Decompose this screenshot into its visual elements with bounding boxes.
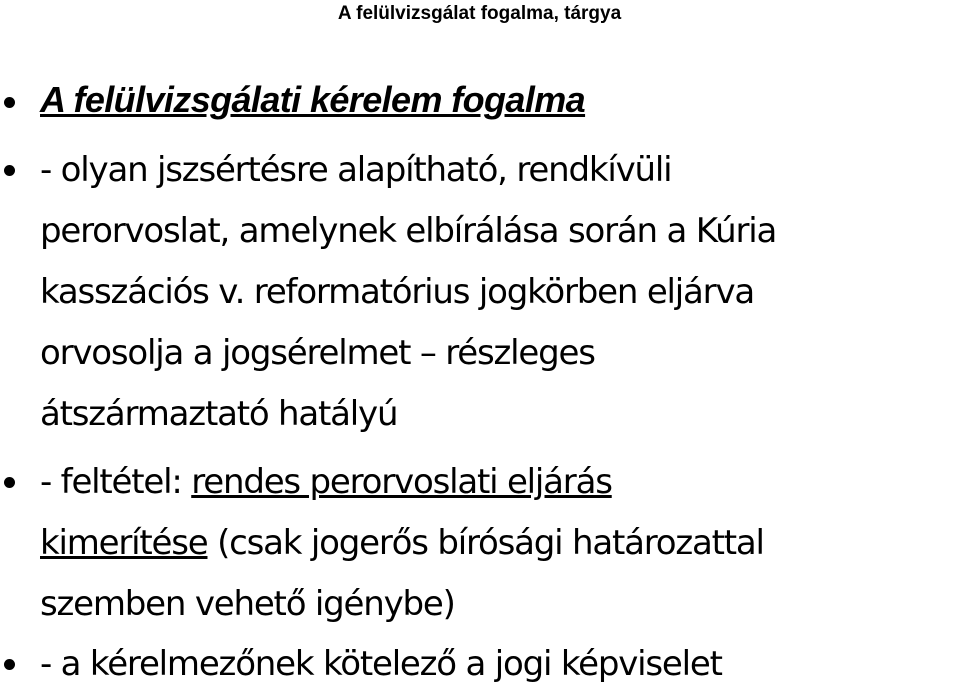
bullet-dot: [4, 97, 15, 108]
definition-line-2: perorvoslat, amelynek elbírálása során a Kúria: [40, 211, 777, 251]
condition-rest: (csak jogerős bírósági határozattal: [207, 523, 764, 563]
definition-line-3: kasszációs v. reformatórius jogkörben eljárva: [40, 272, 755, 312]
heading-text: A felülvizsgálati kérelem fogalma: [40, 79, 586, 120]
condition-line-1: [40, 452, 956, 513]
definition-text: [40, 140, 956, 445]
bullet-dot: [4, 165, 15, 176]
definition-line-1: - olyan jszsértésre alapítható, rendkívüli: [40, 150, 672, 190]
definition-line-5: átszármaztató hatályú: [40, 394, 398, 434]
condition-underlined-2: kimerítése: [40, 523, 208, 563]
condition-line-3: szemben vehető igénybe): [40, 584, 455, 624]
representation-text: - a kérelmezőnek kötelező a jogi képviselet: [40, 644, 722, 684]
condition-line-2: [40, 513, 956, 574]
bullet-dot: [4, 659, 15, 670]
condition-underlined-1: rendes perorvoslati eljárás: [191, 462, 612, 502]
definition-line-4: orvosolja a jogsérelmet – részleges: [40, 333, 595, 373]
slide-title: A felülvizsgálat fogalma, tárgya: [337, 3, 622, 24]
condition-text: [40, 452, 956, 635]
bullet-dot: [4, 477, 15, 488]
condition-prefix: - feltétel:: [40, 462, 192, 502]
